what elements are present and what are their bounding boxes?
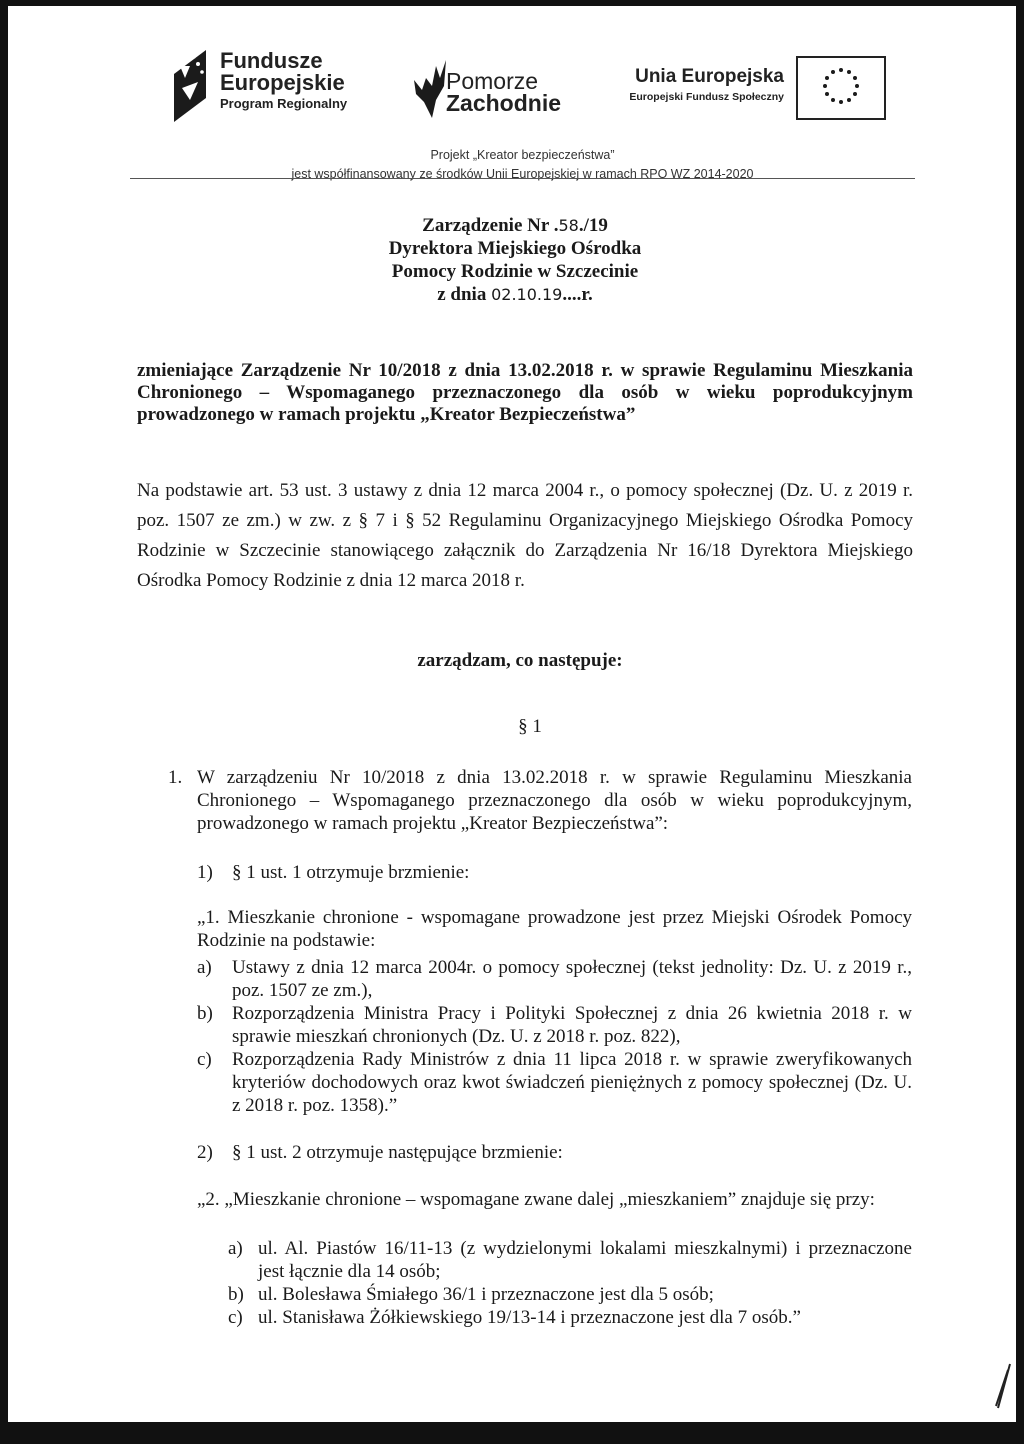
- change-2-point-a: ul. Al. Piastów 16/11-13 (z wydzielonymi lokalami mieszkalnymi) i przeznaczone jest łącznie dla 14 osób;: [258, 1238, 912, 1282]
- ue-logo-line1: Unia Europejska: [635, 66, 784, 87]
- item-1-text: W zarządzeniu Nr 10/2018 z dnia 13.02.2018 r. w sprawie Regulaminu Mieszkania Chronionego – Wspomaganego przeznaczonego dla osób w wieku poprodukcyjnym, prowadzonego w ramach projektu „Kreator Bezpieczeństwa”:: [197, 767, 912, 834]
- change-1-point-b-letter: b): [197, 1003, 213, 1024]
- ue-logo-line2: Europejski Fundusz Społeczny: [629, 91, 784, 103]
- order-number-prefix: Zarządzenie Nr .: [422, 215, 559, 236]
- order-number-line: [200, 214, 830, 237]
- change-2-text: § 1 ust. 2 otrzymuje następujące brzmienie:: [232, 1142, 563, 1163]
- decree-statement: zarządzam, co następuje:: [417, 650, 623, 671]
- unia-europejska-text: [606, 66, 784, 103]
- change-2-point-b-letter: b): [228, 1284, 244, 1305]
- fe-logo-line1: Fundusze: [220, 48, 323, 73]
- change-2-point-c-letter: c): [228, 1307, 243, 1328]
- change-1-point-b: Rozporządzenia Ministra Pracy i Polityki Społecznej z dnia 26 kwietnia 2018 r. w sprawie mieszkań chronionych (Dz. U. z 2018 r. poz. 822),: [232, 1003, 912, 1047]
- project-name: Projekt „Kreator bezpieczeństwa”: [430, 148, 615, 162]
- change-2-point-a-letter: a): [228, 1238, 243, 1259]
- change-1-point-a: Ustawy z dnia 12 marca 2004r. o pomocy społecznej (tekst jednolity: Dz. U. z 2019 r., poz. 1507 ze zm.),: [232, 957, 912, 1001]
- scan-border: [0, 1422, 1024, 1444]
- change-2-point-c: ul. Stanisława Żółkiewskiego 19/13-14 i przeznaczone jest dla 7 osób.”: [258, 1307, 801, 1328]
- unia-europejska-logo: [600, 56, 890, 122]
- pz-logo-line1: Pomorze: [446, 68, 539, 94]
- item-1-number: 1.: [168, 767, 183, 788]
- change-1-point-c: Rozporządzenia Rady Ministrów z dnia 11 lipca 2018 r. w sprawie zweryfikowanych kryteriów dochodowych oraz kwot świadczeń pieniężnych z pomocy społecznej (Dz. U. z 2018 r. poz. 1358).”: [232, 1049, 912, 1116]
- change-2-number: 2): [197, 1142, 213, 1163]
- issuer-line2: Pomocy Rodzinie w Szczecinie: [391, 261, 639, 282]
- change-1-point-c-letter: c): [197, 1049, 212, 1070]
- change-2-quote-intro: „2. „Mieszkanie chronione – wspomagane zwane dalej „mieszkaniem” znajduje się przy:: [197, 1189, 875, 1210]
- order-date-suffix: ....r.: [562, 284, 593, 305]
- pomorze-zachodnie-text: [446, 70, 561, 114]
- change-2-point-b: ul. Bolesława Śmiałego 36/1 i przeznaczone jest dla 5 osób;: [258, 1284, 714, 1305]
- document-heading: [200, 214, 830, 306]
- fundusze-europejskie-text: [220, 50, 347, 111]
- fe-logo-line2: Europejskie: [220, 70, 345, 95]
- change-1-text: § 1 ust. 1 otrzymuje brzmienie:: [232, 862, 470, 883]
- section-1-heading: § 1: [518, 716, 542, 737]
- change-1-quote-intro: „1. Mieszkanie chronione - wspomagane prowadzone jest przez Miejski Ośrodek Pomocy Rodzinie na podstawie:: [197, 907, 912, 951]
- legal-basis: Na podstawie art. 53 ust. 3 ustawy z dnia 12 marca 2004 r., o pomocy społecznej (Dz. U. z 2019 r. poz. 1507 ze zm.) w zw. z § 7 i § 52 Regulaminu Organizacyjnego Miejskiego Ośrodka Pomocy Rodzinie w Szczecinie stanowiącego załącznik do Zarządzenia Nr 16/18 Dyrektora Miejskiego Ośrodka Pomocy Rodzinie z dnia 12 marca 2018 r.: [137, 480, 913, 591]
- order-number-suffix: ./19: [578, 215, 608, 236]
- fundusze-europejskie-emblem-icon: [168, 48, 212, 122]
- eu-flag-icon: [796, 56, 886, 120]
- order-date-prefix: z dnia: [437, 284, 492, 305]
- pomorze-zachodnie-griffin-icon: [410, 56, 450, 118]
- pz-logo-line2: Zachodnie: [446, 90, 562, 116]
- change-1-number: 1): [197, 862, 213, 883]
- order-date-handwritten: 02.10.19: [491, 285, 563, 304]
- fe-logo-line3: Program Regionalny: [220, 96, 348, 111]
- project-funding: jest współfinansowany ze środków Unii Europejskiej w ramach RPO WZ 2014-2020: [291, 167, 754, 181]
- issuer-line1: Dyrektora Miejskiego Ośrodka: [388, 238, 642, 259]
- amending-title: zmieniające Zarządzenie Nr 10/2018 z dnia 13.02.2018 r. w sprawie Regulaminu Mieszkania Chronionego – Wspomaganego przeznaczonego dla osób w wieku poprodukcyjnym prowadzonego w ramach projektu „Kreator Bezpieczeństwa”: [137, 360, 913, 425]
- fundusze-europejskie-logo: [160, 44, 410, 124]
- header-divider: [130, 178, 915, 179]
- pomorze-zachodnie-logo: [410, 50, 580, 120]
- handwritten-initial-mark: [990, 1362, 1014, 1412]
- change-1-point-a-letter: a): [197, 957, 212, 978]
- order-date-line: [200, 283, 830, 306]
- order-number-handwritten: 58: [558, 216, 579, 235]
